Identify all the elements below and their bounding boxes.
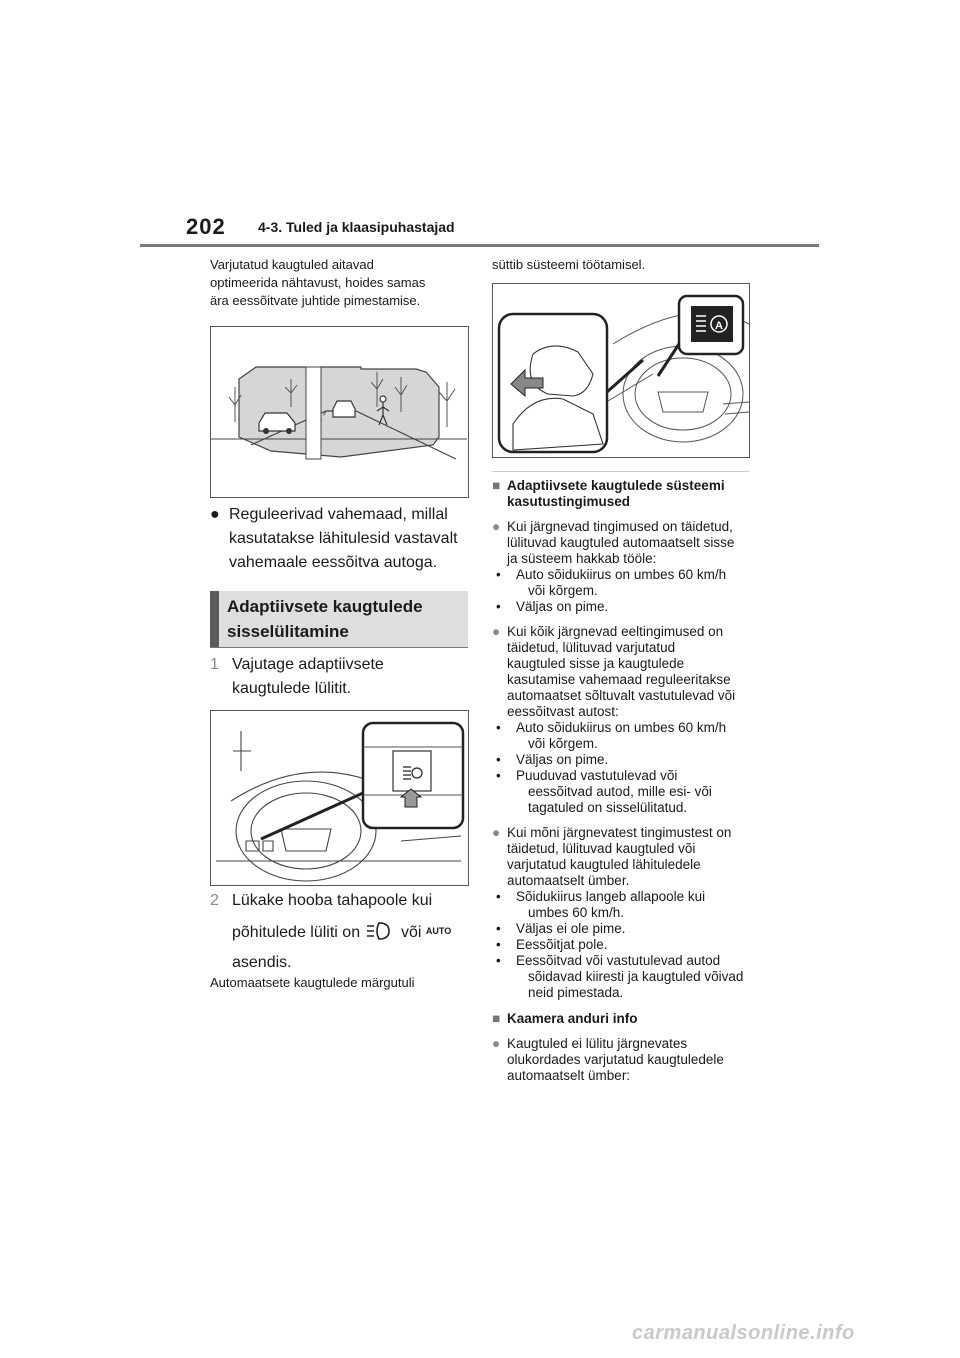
bullet-dot: ● — [210, 506, 220, 523]
para-3: ● Kui mõni järgnevatest tingimustest on täidetud, lülituvad kaugtuled või varjutatud kaugtuled lähituledele automaatselt ümber. — [492, 825, 732, 888]
para-4: ● Kaugtuled ei lülitu järgnevates olukordades varjutatud kaugtuledele automaatselt ümber: — [492, 1036, 724, 1083]
conditions-heading: ■ Adaptiivsete kaugtulede süsteemi kasutustingimused — [492, 478, 725, 509]
step-2: 2 Lükake hooba tahapoole kui põhitulede lüliti on või AUTO asendis. — [210, 892, 452, 971]
preceding-car-icon — [333, 401, 355, 417]
right-top-line: süttib süsteemi töötamisel. — [492, 257, 646, 272]
bullet-text: ● Reguleerivad vahemaad, millal kasutatakse lähitulesid vastavalt vahemaale eessõitva autoga. — [210, 503, 458, 575]
para-3-list: • Sõidukiirus langeb allapoole kui umbes 60 km/h. • Väljas ei ole pime. • Eessõitjat pole. • Eessõitvad või vastutulevad autod sõidavad kiiresti ja kaugtuled võivad neid pimestada. — [496, 889, 744, 1000]
indicator-illustration — [492, 283, 750, 458]
svg-text:A: A — [715, 320, 723, 332]
intro-text: Varjutatud kaugtuled aitavad optimeerida nähtavust, hoides samas ära eessõitvate juhtide pimestamise. — [210, 257, 426, 308]
dashboard-switch-illustration — [210, 710, 469, 886]
right-content — [492, 478, 754, 1084]
para-1: ● Kui järgnevad tingimused on täidetud, lülituvad kaugtuled automaatselt sisse ja süsteem hakkab tööle: — [492, 519, 735, 566]
section-heading-box — [210, 591, 468, 648]
figure-caption: Automaatsete kaugtulede märgutuli — [210, 975, 415, 990]
para-2: ● Kui kõik järgnevad eeltingimused on täidetud, lülituvad varjutatud kaugtuled sisse ja kaugtulede kasutamise vahemaad reguleeritakse automaatset sõltuvalt vastutulevad või eessõitvast autost: — [492, 624, 736, 719]
separator — [492, 471, 749, 472]
header-rule — [140, 244, 819, 247]
para-1-list: • Auto sõidukiirus on umbes 60 km/h või kõrgem. • Väljas on pime. — [496, 567, 727, 614]
para-2-list: • Auto sõidukiirus on umbes 60 km/h või kõrgem. • Väljas on pime. • Puuduvad vastutulevad või eessõitvad autod, mille esi- või tagatuled on sisselülitatud. — [496, 720, 727, 815]
headlight-icon — [365, 921, 391, 941]
watermark: carmanualsonline.info — [632, 1322, 855, 1344]
section-title: 4-3. Tuled ja klaasipuhastajad — [258, 219, 455, 235]
auto-icon: AUTO — [425, 926, 452, 936]
step-1: 1 Vajutage adaptiivsete kaugtulede lülitit. — [210, 656, 384, 697]
heading-accent-bar — [210, 591, 219, 647]
page-number: 202 — [186, 214, 226, 239]
section-heading: Adaptiivsete kaugtulede sisselülitamine — [227, 597, 423, 641]
road-illustration — [210, 326, 469, 498]
camera-heading: ■ Kaamera anduri info — [492, 1011, 638, 1026]
